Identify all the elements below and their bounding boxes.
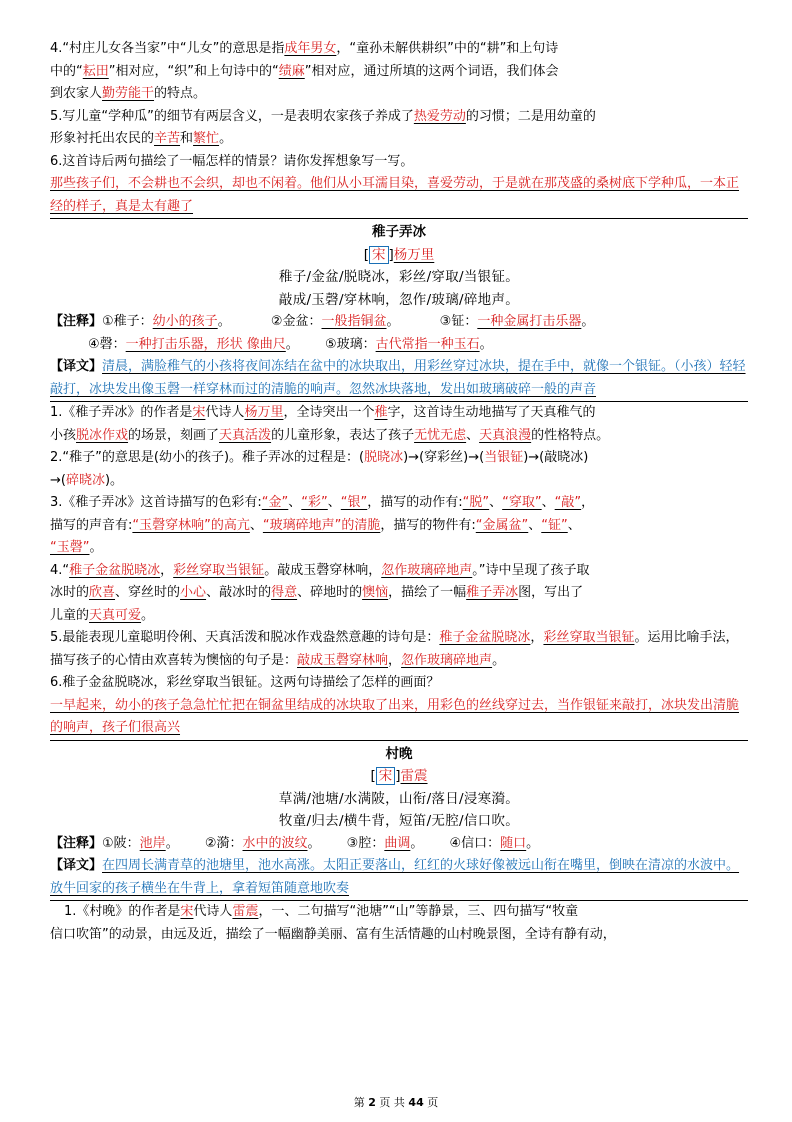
answer-blank: 成年男女 bbox=[284, 41, 337, 56]
answer-text: “彩” bbox=[301, 495, 328, 510]
answer-text: 小心 bbox=[180, 585, 207, 600]
text-segment: 。 bbox=[219, 131, 233, 146]
text-segment: 【译文】 bbox=[50, 359, 103, 374]
text-segment: 。 bbox=[307, 835, 321, 851]
text-segment: 。 bbox=[89, 540, 103, 555]
question-6b: 6.稚子金盆脱晓冰，彩丝穿取当银钲。这两句诗描绘了怎样的画面？ bbox=[50, 675, 440, 690]
answer-blank: 耘田 bbox=[82, 63, 109, 79]
text-segment: 图，写出了 bbox=[518, 585, 584, 600]
answer-text: 天真活泼 bbox=[219, 427, 272, 443]
answer-text: 欣喜 bbox=[89, 585, 116, 600]
text-segment: 页 共 bbox=[375, 1096, 409, 1109]
text-segment: 5.最能表现儿童聪明伶俐、天真活泼和脱冰作戏盎然意趣的诗句是： bbox=[50, 630, 440, 645]
question-6-answer: 那些孩子们，不会耕也不会织，却也不闲着。他们从小耳濡目染，喜爱劳动，于是就在那茂盛的桑树底下学种瓜，一本正经的样子，真是太有趣了 bbox=[50, 176, 740, 214]
text-segment: 【译文】 bbox=[50, 858, 103, 873]
question-4 bbox=[50, 38, 748, 106]
text-segment: 代诗人 bbox=[205, 405, 245, 420]
text-segment: 。 bbox=[217, 314, 231, 329]
text-segment: 页 bbox=[423, 1096, 439, 1109]
author-name: 杨万里 bbox=[393, 246, 435, 263]
text-segment: 。 bbox=[386, 314, 400, 329]
text-segment: ，一、二句描写“池塘”“山”等静景，三、四句描写“牧童 bbox=[258, 904, 579, 919]
divider bbox=[50, 218, 748, 219]
text-segment: 。敲成玉磬穿林响， bbox=[264, 562, 382, 578]
text-segment: 、 bbox=[327, 495, 341, 510]
question-6: 6.这首诗后两句描绘了一幅怎样的情景？请你发挥想象写一写。 bbox=[50, 153, 414, 169]
answer-blank: 绩麻 bbox=[278, 63, 305, 79]
text-segment: ， bbox=[388, 652, 402, 668]
poem-line: 牧童/归去/横牛背，短笛/无腔/信口吹。 bbox=[278, 813, 520, 829]
answer-text: 当银钲 bbox=[484, 450, 524, 465]
text-segment: 。运用比喻手法，描写孩子的心情由欢喜转为懊恼的句子是： bbox=[50, 630, 739, 668]
question-1 bbox=[50, 402, 748, 447]
text-segment: 信口吹笛”的动景，由远及近，描绘了一幅幽静美丽、富有生活情趣的山村晚景图，全诗有静有动， bbox=[50, 926, 616, 942]
answer-text: “敲” bbox=[554, 495, 582, 510]
answer-text: 池岸 bbox=[139, 835, 166, 851]
answer-text: 稚子金盆脱晓冰 bbox=[439, 630, 531, 645]
answer-text: 宋 bbox=[180, 904, 194, 919]
text-segment: 的习惯；二是用幼童的 bbox=[465, 108, 596, 124]
text-segment: )→(敲晓冰) bbox=[523, 450, 589, 465]
answer-text: 彩丝穿取当银钲 bbox=[173, 562, 265, 578]
text-segment: 。”诗中呈现了孩子取 bbox=[472, 562, 590, 578]
answer-text: 稚 bbox=[374, 405, 388, 420]
question-3 bbox=[50, 492, 748, 560]
text-segment: 、 bbox=[541, 495, 555, 510]
answer-text: 杨万里 bbox=[244, 405, 284, 420]
text-segment: 冰时的 bbox=[50, 585, 90, 600]
answer-text: “钲” bbox=[541, 517, 568, 533]
answer-text: “玻璃碎地声”的清脆 bbox=[262, 517, 381, 533]
text-segment: 2.“稚子”的意思是(幼小的孩子)。稚子弄冰的过程是：( bbox=[50, 450, 365, 465]
text-segment: 的场景，刻画了 bbox=[128, 427, 220, 443]
text-segment: 。 bbox=[285, 336, 299, 352]
text-segment: 、敲冰时的 bbox=[206, 585, 272, 600]
text-segment: 。 bbox=[492, 652, 506, 668]
page-footer bbox=[0, 1094, 792, 1110]
question-5 bbox=[50, 106, 748, 151]
answer-text: 脱晓冰 bbox=[364, 450, 404, 465]
text-segment: 、 bbox=[489, 495, 503, 510]
poem-line: 敲成/玉磬/穿林响，忽作/玻璃/碎地声。 bbox=[278, 291, 520, 308]
question-4b bbox=[50, 560, 748, 628]
text-segment: 描写的声音有: bbox=[50, 517, 133, 533]
answer-text: 忽作玻璃碎地声 bbox=[381, 562, 473, 578]
answer-text: 一种金属打击乐器 bbox=[477, 314, 582, 329]
answer-text: “金属盆” bbox=[475, 517, 529, 533]
text-segment: 形象衬托出农民的 bbox=[50, 131, 155, 146]
text-segment: 、穿丝时的 bbox=[115, 585, 181, 600]
answer-text: 懊恼 bbox=[362, 585, 389, 600]
answer-text: 随口 bbox=[500, 835, 527, 851]
text-segment: 小孩 bbox=[50, 427, 77, 443]
answer-text: 敲成玉磬穿林响 bbox=[297, 652, 389, 668]
question-2 bbox=[50, 447, 748, 492]
text-segment: ”相对应，“织”和上句诗中的“ bbox=[108, 63, 279, 79]
text-segment: 的儿童形象，表达了孩子 bbox=[271, 427, 415, 443]
text-segment: 。 bbox=[581, 314, 595, 329]
answer-text: “穿取” bbox=[502, 495, 542, 510]
text-segment: 、 bbox=[567, 517, 581, 533]
text-segment: 。 bbox=[526, 835, 540, 851]
answer-text: 水中的波纹 bbox=[242, 835, 308, 851]
answer-text: “银” bbox=[340, 495, 368, 510]
answer-text: “玉磬穿林响”的高亢 bbox=[132, 517, 250, 533]
text-segment: 1.《村晚》的作者是 bbox=[64, 904, 181, 919]
text-segment: 5.写儿童“学种瓜”的细节有两层含义，一是表明农家孩子养成了 bbox=[50, 108, 414, 124]
dynasty: 宋 bbox=[376, 767, 396, 785]
answer-text: 一般指铜盆 bbox=[321, 314, 387, 329]
poem-notes-2 bbox=[50, 334, 748, 357]
text-segment: →( bbox=[50, 472, 66, 488]
text-segment: 、 bbox=[288, 495, 302, 510]
document-body bbox=[50, 38, 748, 946]
text-segment: 【注释】 bbox=[50, 314, 103, 329]
text-segment: ， bbox=[581, 495, 595, 510]
poem-translation bbox=[50, 855, 748, 900]
text-segment: 。 bbox=[165, 835, 179, 851]
text-segment: 、 bbox=[528, 517, 542, 533]
answer-text: 碎晓冰 bbox=[65, 472, 105, 488]
poem-notes bbox=[50, 833, 748, 856]
answer-text: 古代常指一种玉石 bbox=[375, 336, 480, 352]
page-number: 2 bbox=[368, 1096, 376, 1109]
answer-text: 天真浪漫 bbox=[479, 427, 532, 443]
text-segment: 在四周长满青草的池塘里，池水高涨。太阳正要落山，红红的火球好像被远山衔在嘴里，倒映在清凉的水波中。放牛回家的孩子横坐在牛背上，拿着短笛随意地吹奏 bbox=[50, 858, 740, 896]
text-segment: 、 bbox=[249, 517, 263, 533]
poem-line: 草满/池塘/水满陂，山衔/落日/浸寒漪。 bbox=[278, 790, 520, 807]
dynasty: 宋 bbox=[369, 246, 389, 264]
answer-blank: 辛苦 bbox=[154, 131, 181, 146]
text-segment: 【注释】 bbox=[50, 835, 103, 851]
text-segment: 字，这首诗生动地描写了天真稚气的 bbox=[387, 405, 596, 420]
answer-text: “脱” bbox=[462, 495, 490, 510]
text-segment: )→(穿彩丝)→( bbox=[403, 450, 485, 465]
text-segment: 和 bbox=[180, 131, 194, 146]
text-segment: 代诗人 bbox=[193, 904, 233, 919]
text-segment: 4.“村庄儿女各当家”中“儿女”的意思是指 bbox=[50, 41, 285, 56]
answer-text: “玉磬” bbox=[50, 540, 90, 555]
poem-author: [ 宋 ]雷震 bbox=[370, 768, 428, 784]
question-6b-answer: 一早起来，幼小的孩子急急忙忙把在铜盆里结成的冰块取了出来，用彩色的丝线穿过去，当作银钲来敲打，冰块发出清脆的响声，孩子们很高兴 bbox=[50, 697, 740, 735]
text-segment: ②漪： bbox=[204, 835, 243, 851]
text-segment: ”相对应，通过所填的这两个词语，我们体会 bbox=[304, 63, 559, 79]
text-segment: 的特点。 bbox=[154, 86, 207, 101]
answer-text: 宋 bbox=[192, 405, 206, 420]
text-segment: 1.《稚子弄冰》的作者是 bbox=[50, 405, 193, 420]
text-segment: 4.“ bbox=[50, 562, 70, 578]
poem-line: 稚子/金盆/脱晓冰，彩丝/穿取/当银钲。 bbox=[278, 269, 520, 285]
text-segment: 。 bbox=[410, 835, 424, 851]
text-segment: ④磬： bbox=[88, 336, 126, 352]
text-segment: )。 bbox=[104, 472, 124, 488]
answer-text: 雷震 bbox=[232, 904, 259, 919]
answer-text: 彩丝穿取当银钲 bbox=[543, 630, 635, 645]
text-segment: ①陂： bbox=[102, 835, 140, 851]
text-segment: ④信口： bbox=[449, 835, 501, 851]
question-5b bbox=[50, 627, 748, 672]
text-segment: ，全诗突出一个 bbox=[283, 405, 375, 420]
answer-blank: 勤劳能干 bbox=[102, 86, 155, 101]
text-segment: 。 bbox=[141, 607, 155, 623]
text-segment: 清晨，满脸稚气的小孩将夜间冻结在盆中的冰块取出，用彩丝穿过冰块，提在手中，就像一个银钲。（小孩）轻轻敲打，冰块发出像玉磬一样穿林而过的清脆的响声。忽然冰块落地，发出如玻璃破碎一般的声音 bbox=[50, 359, 746, 397]
text-segment: ， bbox=[530, 630, 544, 645]
answer-text: 曲调 bbox=[384, 835, 411, 851]
text-segment: ③钲： bbox=[439, 314, 478, 329]
text-segment: 到农家人 bbox=[50, 86, 103, 101]
answer-text: 稚子弄冰 bbox=[466, 585, 519, 600]
answer-text: 忽作玻璃碎地声 bbox=[401, 652, 493, 668]
answer-blank: 热爱劳动 bbox=[413, 108, 466, 124]
divider bbox=[50, 740, 748, 741]
text-segment: 。 bbox=[479, 336, 493, 352]
text-segment: 、 bbox=[466, 427, 480, 443]
answer-text: 一种打击乐器，形状 像曲尺 bbox=[125, 336, 286, 352]
poem-title: 村晚 bbox=[385, 745, 413, 762]
poem-translation bbox=[50, 356, 748, 401]
text-segment: ， bbox=[160, 562, 174, 578]
text-segment: 的性格特点。 bbox=[531, 427, 610, 443]
answer-blank: 繁忙 bbox=[193, 131, 220, 146]
text-segment: ⑤玻璃： bbox=[324, 336, 376, 352]
question-1c bbox=[50, 901, 748, 946]
text-segment: ，“童孙未解供耕织”中的“耕”和上句诗 bbox=[336, 41, 559, 56]
text-segment: 中的“ bbox=[50, 63, 83, 79]
text-segment: 儿童的 bbox=[50, 607, 90, 623]
text-segment: 3.《稚子弄冰》这首诗描写的色彩有: bbox=[50, 495, 262, 510]
author-name: 雷震 bbox=[400, 768, 428, 784]
answer-text: 幼小的孩子 bbox=[152, 314, 218, 329]
answer-text: 无忧无虑 bbox=[414, 427, 467, 443]
text-segment: ①稚子： bbox=[102, 314, 153, 329]
text-segment: 第 bbox=[353, 1096, 369, 1109]
poem-title: 稚子弄冰 bbox=[372, 224, 426, 240]
answer-text: 脱冰作戏 bbox=[76, 427, 129, 443]
text-segment: ，描写的动作有: bbox=[367, 495, 463, 510]
poem-author: [ 宋 ]杨万里 bbox=[363, 246, 435, 263]
poem-notes bbox=[50, 311, 748, 334]
answer-text: 得意 bbox=[271, 585, 298, 600]
text-segment: ，描写的物件有: bbox=[380, 517, 476, 533]
text-segment: 、碎地时的 bbox=[297, 585, 363, 600]
answer-text: “金” bbox=[261, 495, 289, 510]
page-total: 44 bbox=[408, 1096, 424, 1109]
answer-text: 稚子金盆脱晓冰 bbox=[69, 562, 161, 578]
text-segment: ③腔： bbox=[346, 835, 385, 851]
answer-text: 天真可爱 bbox=[89, 607, 142, 623]
text-segment: ②金盆： bbox=[270, 314, 322, 329]
text-segment: ，描绘了一幅 bbox=[388, 585, 467, 600]
